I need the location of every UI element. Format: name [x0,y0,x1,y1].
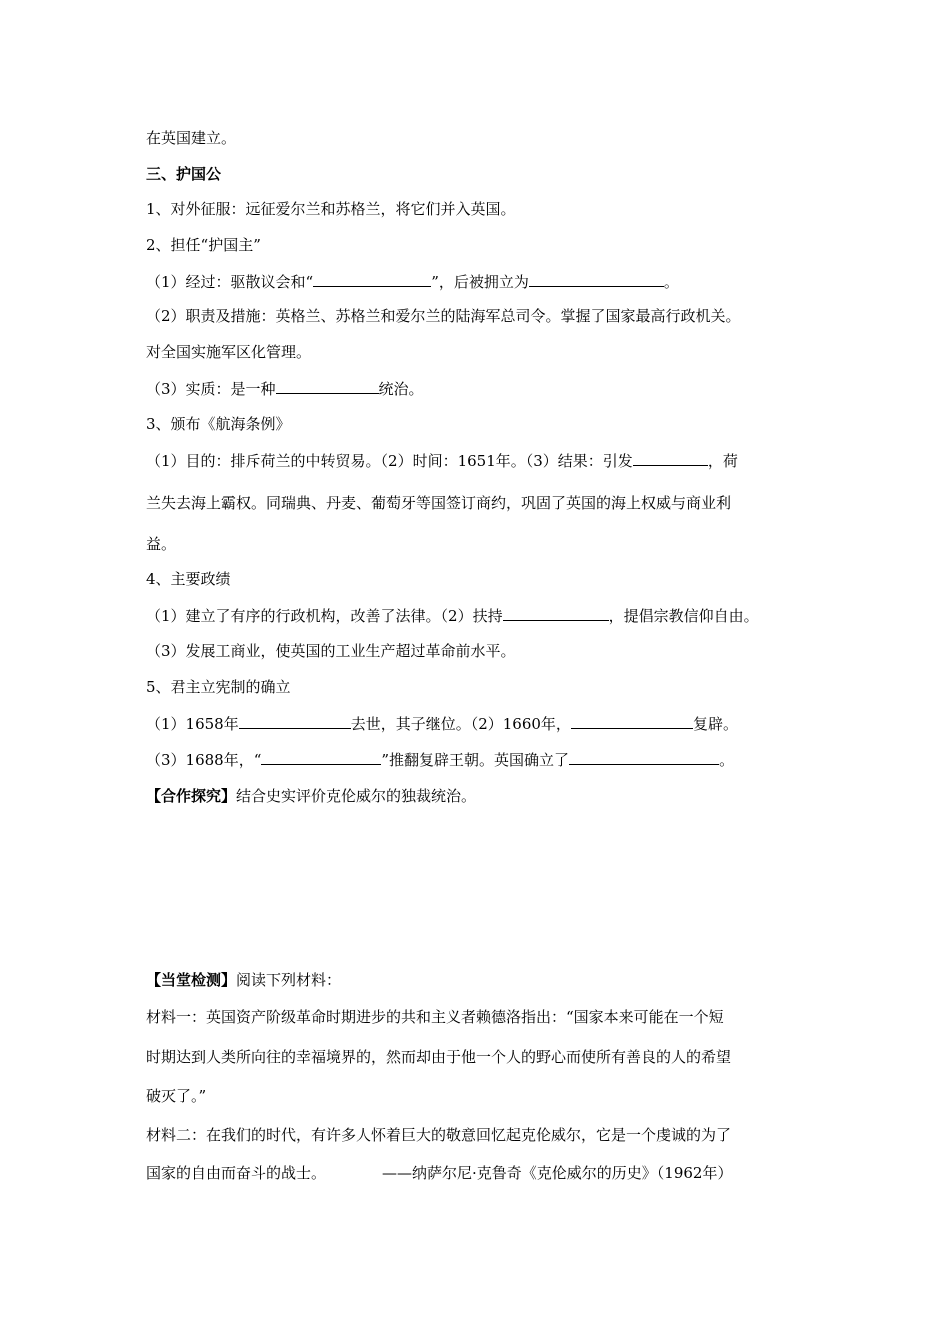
blank-field[interactable] [503,605,609,621]
blank-field[interactable] [239,713,351,729]
blank-field[interactable] [276,378,379,394]
text-line: 对全国实施军区化管理。 [146,343,312,361]
text-line: 益。 [146,535,177,553]
blank-field[interactable] [313,271,431,287]
fill-blank-line: （3）1688年，“ ”推翻复辟王朝。英国确立了 。 [146,751,735,769]
text-line: 在英国建立。 [146,129,237,147]
text-line: 1、对外征服：远征爱尔兰和苏格兰，将它们并入英国。 [146,200,516,218]
in-class-test-line: 【当堂检测】阅读下列材料： [146,971,342,989]
blank-field[interactable] [633,450,708,466]
text-line: 国家的自由而奋斗的战士。 ——纳萨尔尼·克鲁奇《克伦威尔的历史》（1962年） [146,1164,733,1182]
text-line: 时期达到人类所向往的幸福境界的，然而却由于他一个人的野心而使所有善良的人的希望 [146,1048,732,1066]
text-line: 兰失去海上霸权。同瑞典、丹麦、葡萄牙等国签订商约，巩固了英国的海上权威与商业利 [146,494,732,512]
material-one-line: 材料一：英国资产阶级革命时期进步的共和主义者赖德洛指出：“国家本来可能在一个短 [146,1008,724,1026]
fill-blank-line: （1）1658年 去世，其子继位。（2）1660年， 复辟。 [146,715,738,733]
text-line: 3、颁布《航海条例》 [146,415,291,433]
text-line: （2）职责及措施：英格兰、苏格兰和爱尔兰的陆海军总司令。掌握了国家最高行政机关。 [146,307,741,325]
blank-field[interactable] [569,749,719,765]
cooperative-inquiry-line: 【合作探究】结合史实评价克伦威尔的独裁统治。 [146,787,477,805]
citation: ——纳萨尔尼·克鲁奇《克伦威尔的历史》（1962年） [382,1164,733,1182]
blank-field[interactable] [571,713,693,729]
text-line: 2、担任“护国主” [146,236,261,254]
blank-field[interactable] [261,749,381,765]
material-two-line: 材料二：在我们的时代，有许多人怀着巨大的敬意回忆起克伦威尔，它是一个虔诚的为了 [146,1126,732,1144]
in-class-test-label: 【当堂检测】 [146,971,237,989]
blank-field[interactable] [529,271,664,287]
fill-blank-line: （1）经过：驱散议会和“ ”，后被拥立为 。 [146,273,679,291]
text-line: 破灭了。” [146,1087,207,1105]
fill-blank-line: （3）实质：是一种 统治。 [146,380,424,398]
fill-blank-line: （1）目的：排斥荷兰的中转贸易。（2）时间：1651年。（3）结果：引发 ，荷 [146,452,738,470]
cooperative-inquiry-label: 【合作探究】 [146,787,237,805]
text-line: 5、君主立宪制的确立 [146,678,291,696]
text-line: （3）发展工商业，使英国的工业生产超过革命前水平。 [146,642,516,660]
section-heading-protector: 三、护国公 [146,165,222,183]
fill-blank-line: （1）建立了有序的行政机构，改善了法律。（2）扶持 ，提倡宗教信仰自由。 [146,607,759,625]
text-line: 4、主要政绩 [146,570,231,588]
